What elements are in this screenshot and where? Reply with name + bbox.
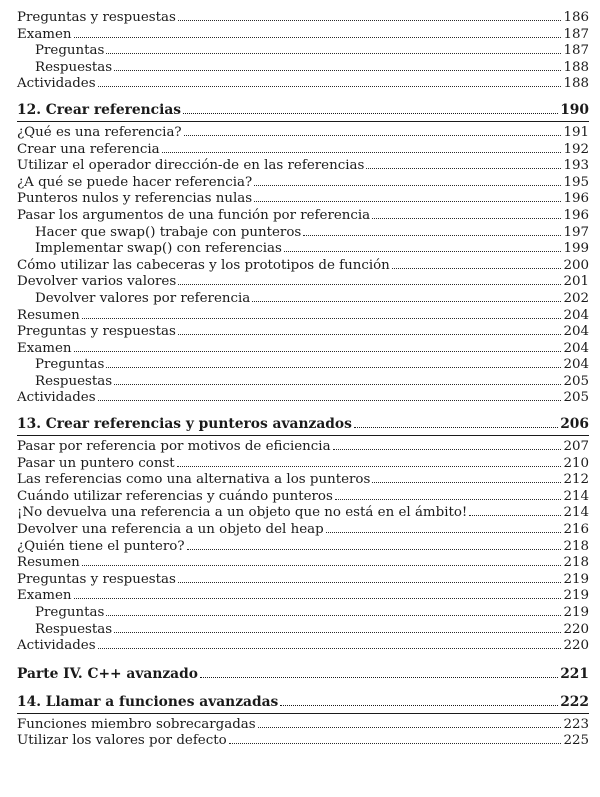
toc-entry-page: 193 <box>563 158 589 174</box>
chapter-14-heading[interactable] <box>17 693 589 714</box>
toc-block-a <box>17 10 589 93</box>
toc-entry[interactable] <box>17 291 589 308</box>
toc-entry-title: Funciones miembro sobrecargadas <box>17 716 256 732</box>
toc-entry-page: 195 <box>563 174 589 190</box>
dot-leader <box>372 482 561 483</box>
toc-entry[interactable] <box>17 374 589 391</box>
dot-leader <box>469 515 561 516</box>
toc-entry-title: Preguntas <box>35 357 105 373</box>
toc-entry[interactable] <box>17 539 589 556</box>
chapter-title: 13. Crear referencias y punteros avanzados <box>17 416 352 433</box>
chapter-page: 206 <box>560 416 589 433</box>
toc-entry[interactable] <box>17 10 589 27</box>
part-title: Parte IV. C++ avanzado <box>17 665 198 682</box>
toc-entry[interactable] <box>17 522 589 539</box>
dot-leader <box>200 677 558 678</box>
toc-entry-page: 220 <box>563 638 589 654</box>
toc-entry[interactable] <box>17 588 589 605</box>
toc-entry[interactable] <box>17 324 589 341</box>
dot-leader <box>74 598 562 599</box>
toc-entry-title: Resumen <box>17 555 80 571</box>
toc-entry[interactable] <box>17 27 589 44</box>
toc-entry-title: Examen <box>17 588 72 604</box>
chapter-title: 12. Crear referencias <box>17 101 182 118</box>
toc-block-d <box>17 717 589 750</box>
dot-leader <box>326 532 562 533</box>
toc-entry[interactable] <box>17 341 589 358</box>
toc-entry[interactable] <box>17 357 589 374</box>
toc-entry[interactable] <box>17 622 589 639</box>
toc-entry-page: 187 <box>563 43 589 59</box>
dot-leader <box>82 565 562 566</box>
dot-leader <box>162 152 562 153</box>
toc-entry-title: Preguntas y respuestas <box>17 324 176 340</box>
dot-leader <box>178 334 562 335</box>
toc-entry[interactable] <box>17 158 589 175</box>
toc-entry[interactable] <box>17 191 589 208</box>
toc-entry-page: 187 <box>563 26 589 42</box>
dot-leader <box>98 400 562 401</box>
toc-entry-title: Actividades <box>17 76 96 92</box>
toc-entry-page: 200 <box>563 257 589 273</box>
dot-leader <box>392 268 562 269</box>
dot-leader <box>106 53 561 54</box>
toc-entry[interactable] <box>17 638 589 655</box>
toc-entry[interactable] <box>17 472 589 489</box>
toc-entry-title: Respuestas <box>35 373 113 389</box>
toc-entry-page: 202 <box>563 290 589 306</box>
toc-entry[interactable] <box>17 572 589 589</box>
toc-entry[interactable] <box>17 489 589 506</box>
toc-entry[interactable] <box>17 225 589 242</box>
toc-entry-title: ¿Quién tiene el puntero? <box>17 538 185 554</box>
chapter-12-heading[interactable] <box>17 101 589 122</box>
toc-entry-page: 191 <box>563 124 589 140</box>
toc-entry-title: ¿Qué es una referencia? <box>17 124 182 140</box>
dot-leader <box>254 201 561 202</box>
toc-entry-title: Crear una referencia <box>17 141 160 157</box>
dot-leader <box>354 427 558 428</box>
part-page: 221 <box>560 665 589 682</box>
dot-leader <box>183 113 558 114</box>
toc-entry-title: Cuándo utilizar referencias y cuándo punteros <box>17 488 333 504</box>
toc-entry-title: Pasar los argumentos de una función por referencia <box>17 207 371 223</box>
toc-entry[interactable] <box>17 60 589 77</box>
toc-entry-title: Devolver una referencia a un objeto del heap <box>17 522 324 538</box>
dot-leader <box>333 449 562 450</box>
toc-entry[interactable] <box>17 308 589 325</box>
dot-leader <box>184 135 562 136</box>
dot-leader <box>258 727 562 728</box>
dot-leader <box>335 499 562 500</box>
dot-leader <box>252 301 561 302</box>
toc-entry-page: 204 <box>563 307 589 323</box>
toc-entry-page: 204 <box>563 357 589 373</box>
dot-leader <box>254 185 561 186</box>
toc-entry-page: 188 <box>563 59 589 75</box>
toc-entry-title: Respuestas <box>35 621 113 637</box>
toc-entry-title: Hacer que swap() trabaje con punteros <box>35 224 302 240</box>
toc-entry[interactable] <box>17 733 589 750</box>
toc-entry-page: 207 <box>563 439 589 455</box>
toc-entry-title: Punteros nulos y referencias nulas <box>17 191 253 207</box>
toc-entry-page: 212 <box>563 472 589 488</box>
dot-leader <box>178 284 561 285</box>
toc-entry-page: 219 <box>563 605 589 620</box>
toc-entry-title: Pasar un puntero const <box>17 455 175 471</box>
toc-entry[interactable] <box>17 717 589 734</box>
toc-entry[interactable] <box>17 439 589 456</box>
toc-entry-page: 218 <box>563 538 589 554</box>
dot-leader <box>98 648 562 649</box>
chapter-title: 14. Llamar a funciones avanzadas <box>17 693 279 710</box>
toc-entry-title: Devolver varios valores <box>17 274 177 290</box>
dot-leader <box>372 218 561 219</box>
toc-block-b <box>17 125 589 407</box>
toc-entry-page: 205 <box>563 390 589 406</box>
dot-leader <box>178 20 562 21</box>
part-4-heading[interactable] <box>17 665 589 683</box>
toc-entry-title: Preguntas <box>35 605 105 620</box>
toc-entry-page: 219 <box>563 588 589 604</box>
toc-entry-title: Devolver valores por referencia <box>35 290 251 306</box>
chapter-page: 190 <box>560 101 589 118</box>
toc-entry-page: 204 <box>563 324 589 340</box>
toc-entry-title: Preguntas y respuestas <box>17 571 176 587</box>
dot-leader <box>114 632 561 633</box>
toc-entry-title: Utilizar los valores por defecto <box>17 733 227 749</box>
toc-entry-page: 210 <box>563 455 589 471</box>
toc-entry-page: 186 <box>563 10 589 25</box>
dot-leader <box>74 351 562 352</box>
toc-entry-page: 225 <box>563 733 589 749</box>
toc-entry-page: 223 <box>563 716 589 732</box>
toc-entry-title: ¿A qué se puede hacer referencia? <box>17 174 253 190</box>
toc-entry[interactable] <box>17 258 589 275</box>
dot-leader <box>106 615 561 616</box>
toc-entry-title: Resumen <box>17 307 80 323</box>
toc-entry-title: Examen <box>17 340 72 356</box>
toc-entry-page: 197 <box>563 224 589 240</box>
toc-entry-title: Cómo utilizar las cabeceras y los prototipos de función <box>17 257 390 273</box>
toc-entry-title: Actividades <box>17 390 96 406</box>
dot-leader <box>284 251 562 252</box>
toc-entry[interactable] <box>17 142 589 159</box>
toc-entry[interactable] <box>17 241 589 258</box>
dot-leader <box>366 168 561 169</box>
toc-entry-page: 214 <box>563 505 589 521</box>
dot-leader <box>229 743 562 744</box>
dot-leader <box>303 235 561 236</box>
dot-leader <box>187 549 562 550</box>
toc-entry-page: 218 <box>563 555 589 571</box>
toc-entry[interactable] <box>17 175 589 192</box>
toc-entry-title: Actividades <box>17 638 96 654</box>
toc-entry[interactable] <box>17 274 589 291</box>
dot-leader <box>280 705 558 706</box>
toc-entry[interactable] <box>17 390 589 407</box>
toc-entry-page: 196 <box>563 191 589 207</box>
dot-leader <box>82 318 562 319</box>
toc-entry[interactable] <box>17 605 589 622</box>
toc-entry-page: 204 <box>563 340 589 356</box>
chapter-13-heading[interactable] <box>17 415 589 436</box>
toc-entry-title: Respuestas <box>35 59 113 75</box>
dot-leader <box>177 466 562 467</box>
toc-entry-page: 196 <box>563 207 589 223</box>
toc-entry-title: ¡No devuelva una referencia a un objeto que no está en el ámbito! <box>17 505 468 521</box>
toc-entry[interactable] <box>17 555 589 572</box>
toc-entry-page: 219 <box>563 571 589 587</box>
toc-entry-title: Implementar swap() con referencias <box>35 241 282 257</box>
toc-entry[interactable] <box>17 505 589 522</box>
toc-entry-page: 201 <box>563 274 589 290</box>
toc-entry-title: Preguntas <box>35 43 105 59</box>
toc-block-c <box>17 439 589 655</box>
toc-entry-title: Utilizar el operador dirección-de en las referencias <box>17 158 365 174</box>
toc-entry[interactable] <box>17 43 589 60</box>
toc-entry-page: 192 <box>563 141 589 157</box>
toc-entry-title: Preguntas y respuestas <box>17 10 176 25</box>
toc-entry-page: 214 <box>563 488 589 504</box>
toc-entry-page: 199 <box>563 241 589 257</box>
dot-leader <box>98 86 562 87</box>
toc-entry-page: 205 <box>563 373 589 389</box>
dot-leader <box>114 384 561 385</box>
chapter-page: 222 <box>560 693 589 710</box>
toc-entry-title: Pasar por referencia por motivos de eficiencia <box>17 439 331 455</box>
toc-entry-page: 188 <box>563 76 589 92</box>
toc-entry-page: 216 <box>563 522 589 538</box>
toc-entry[interactable] <box>17 456 589 473</box>
toc-entry[interactable] <box>17 125 589 142</box>
toc-entry-page: 220 <box>563 621 589 637</box>
toc-entry-title: Examen <box>17 26 72 42</box>
dot-leader <box>114 70 561 71</box>
dot-leader <box>178 582 562 583</box>
toc-entry[interactable] <box>17 208 589 225</box>
toc-entry-title: Las referencias como una alternativa a los punteros <box>17 472 371 488</box>
dot-leader <box>74 37 562 38</box>
toc-entry[interactable] <box>17 76 589 93</box>
dot-leader <box>106 367 561 368</box>
